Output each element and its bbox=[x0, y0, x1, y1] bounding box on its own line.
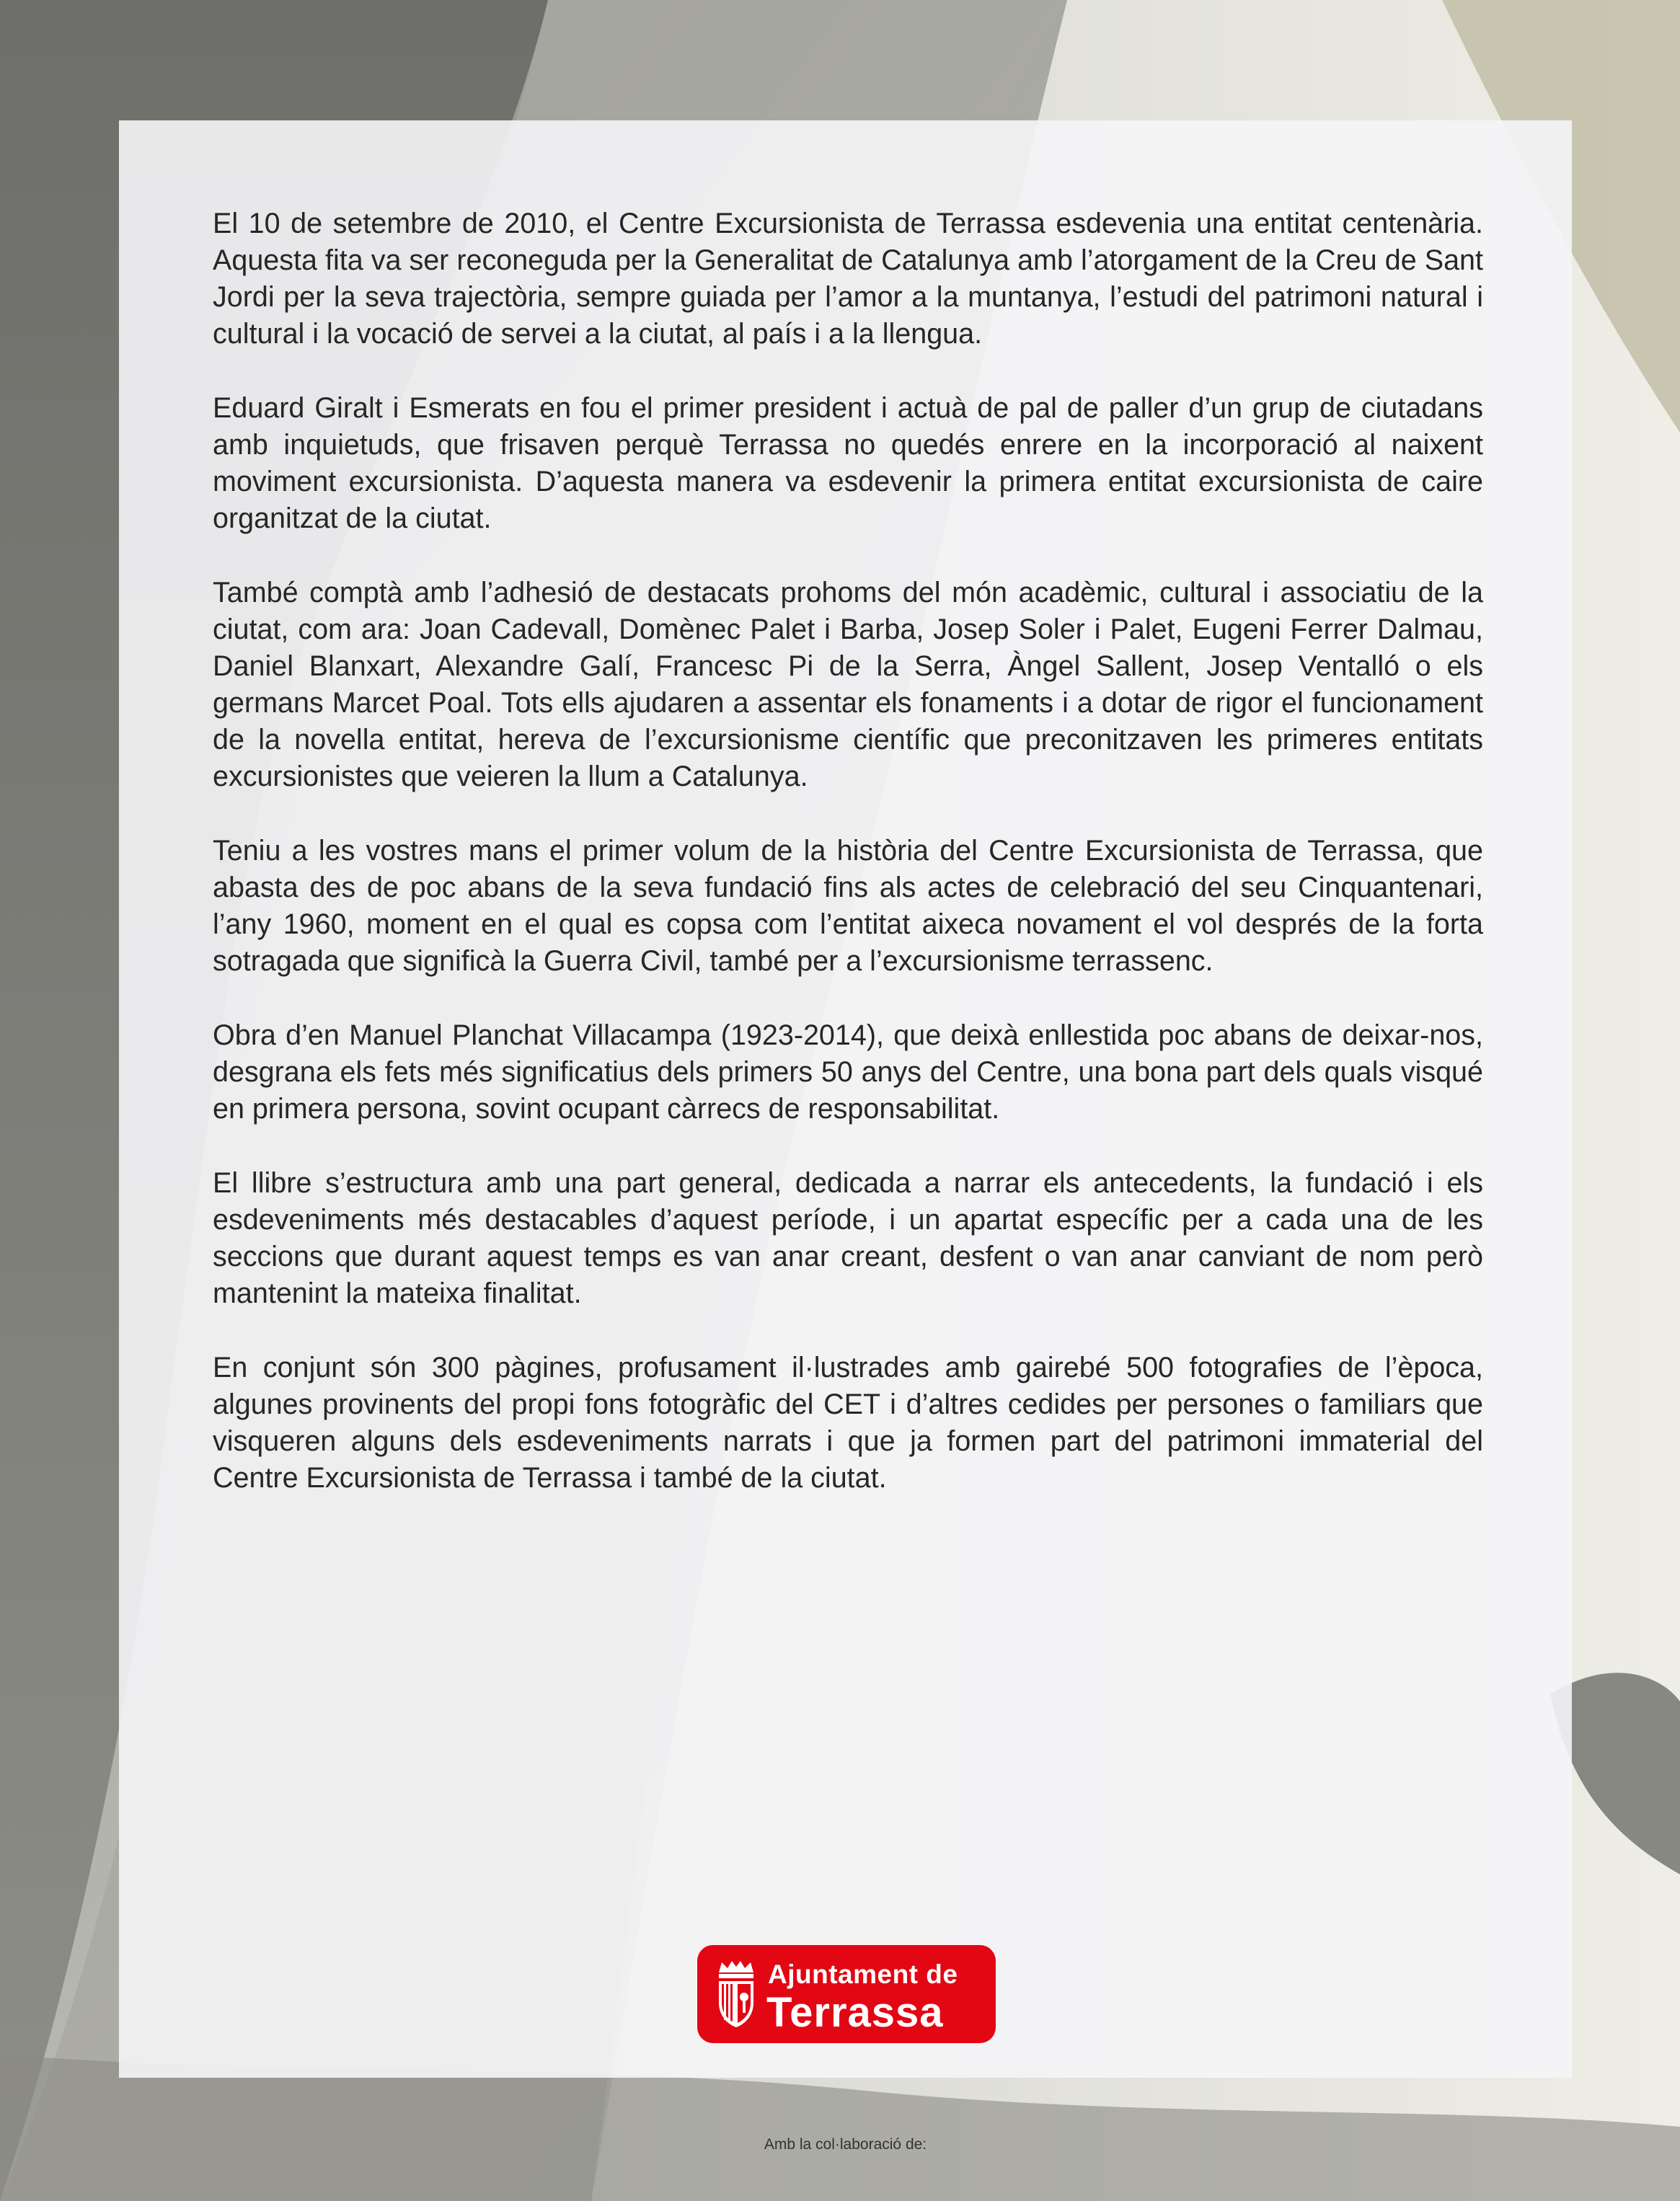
terrassa-crest-icon bbox=[715, 1959, 758, 2029]
paragraph-7: En conjunt són 300 pàgines, profusament il·lustrades amb gairebé 500 fotografies de l’època, algunes provinents del propi fons fotogràfic del CET i d’altres cedides per persones o familiars que visqueren alguns dels esdeveniments narrats i que ja formen part del patrimoni immaterial del Centre Excursionista de Terrassa i també de la ciutat. bbox=[213, 1352, 1483, 1494]
paragraph-3: També comptà amb l’adhesió de destacats prohoms del món acadèmic, cultural i associatiu de la ciutat, com ara: Joan Cadevall, Domènec Palet i Barba, Josep Soler i Palet, Eugeni Ferrer Dalmau, Daniel Blanxart, Alexandre Galí, Francesc Pi de la Serra, Àngel Sallent, Josep Ventalló o els germans Marcet Poal. Tots ells ajudaren a assentar els fonaments i a dotar de rigor el funcionament de la novella entitat, hereva de l’excursionisme científic que preconitzaven les primeres entitats excursionistes que veieren la llum a Catalunya. bbox=[213, 577, 1483, 792]
paragraph-6: El llibre s’estructura amb una part general, dedicada a narrar els antecedents, la fundació i els esdeveniments més destacables d’aquest període, i un apartat específic per a cada una de les seccions que durant aquest temps es van anar creant, desfent o van anar canviant de nom però mantenint la mateixa finalitat. bbox=[213, 1167, 1483, 1309]
body-text bbox=[213, 205, 1483, 1534]
paragraph-2: Eduard Giralt i Esmerats en fou el primer president i actuà de pal de paller d’un grup de ciutadans amb inquietuds, que frisaven perquè Terrassa no quedés enrere en la incorporació al naixent moviment excursionista. D’aquesta manera va esdevenir la primera entitat excursionista de caire organitzat de la ciutat. bbox=[213, 392, 1483, 534]
ajuntament-terrassa-logo bbox=[697, 1945, 996, 2043]
paragraph-5: Obra d’en Manuel Planchat Villacampa (1923-2014), que deixà enllestida poc abans de deixar-nos, desgrana els fets més significatius dels primers 50 anys del Centre, una bona part dels quals visqué en primera persona, sovint ocupant càrrecs de responsabilitat. bbox=[213, 1019, 1483, 1125]
paragraph-1: El 10 de setembre de 2010, el Centre Excursionista de Terrassa esdevenia una entitat centenària. Aquesta fita va ser reconeguda per la Generalitat de Catalunya amb l’atorgament de la Creu de Sant Jordi per la seva trajectòria, sempre guiada per l’amor a la muntanya, l’estudi del patrimoni natural i cultural i la vocació de servei a la ciutat, al país i a la llengua. bbox=[213, 208, 1483, 350]
paragraph-4: Teniu a les vostres mans el primer volum de la història del Centre Excursionista de Terrassa, que abasta des de poc abans de la seva fundació fins als actes de celebració del seu Cinquantenari, l’any 1960, moment en el qual es copsa com l’entitat aixeca novament el vol després de la forta sotragada que significà la Guerra Civil, també per a l’excursionisme terrassenc. bbox=[213, 835, 1483, 977]
logo-line1: Ajuntament de bbox=[768, 1959, 958, 1989]
collaboration-label: Amb la col·laboració de: bbox=[764, 2136, 927, 2153]
text-panel bbox=[119, 120, 1572, 2153]
logo-line2: Terrassa bbox=[766, 1989, 944, 2036]
